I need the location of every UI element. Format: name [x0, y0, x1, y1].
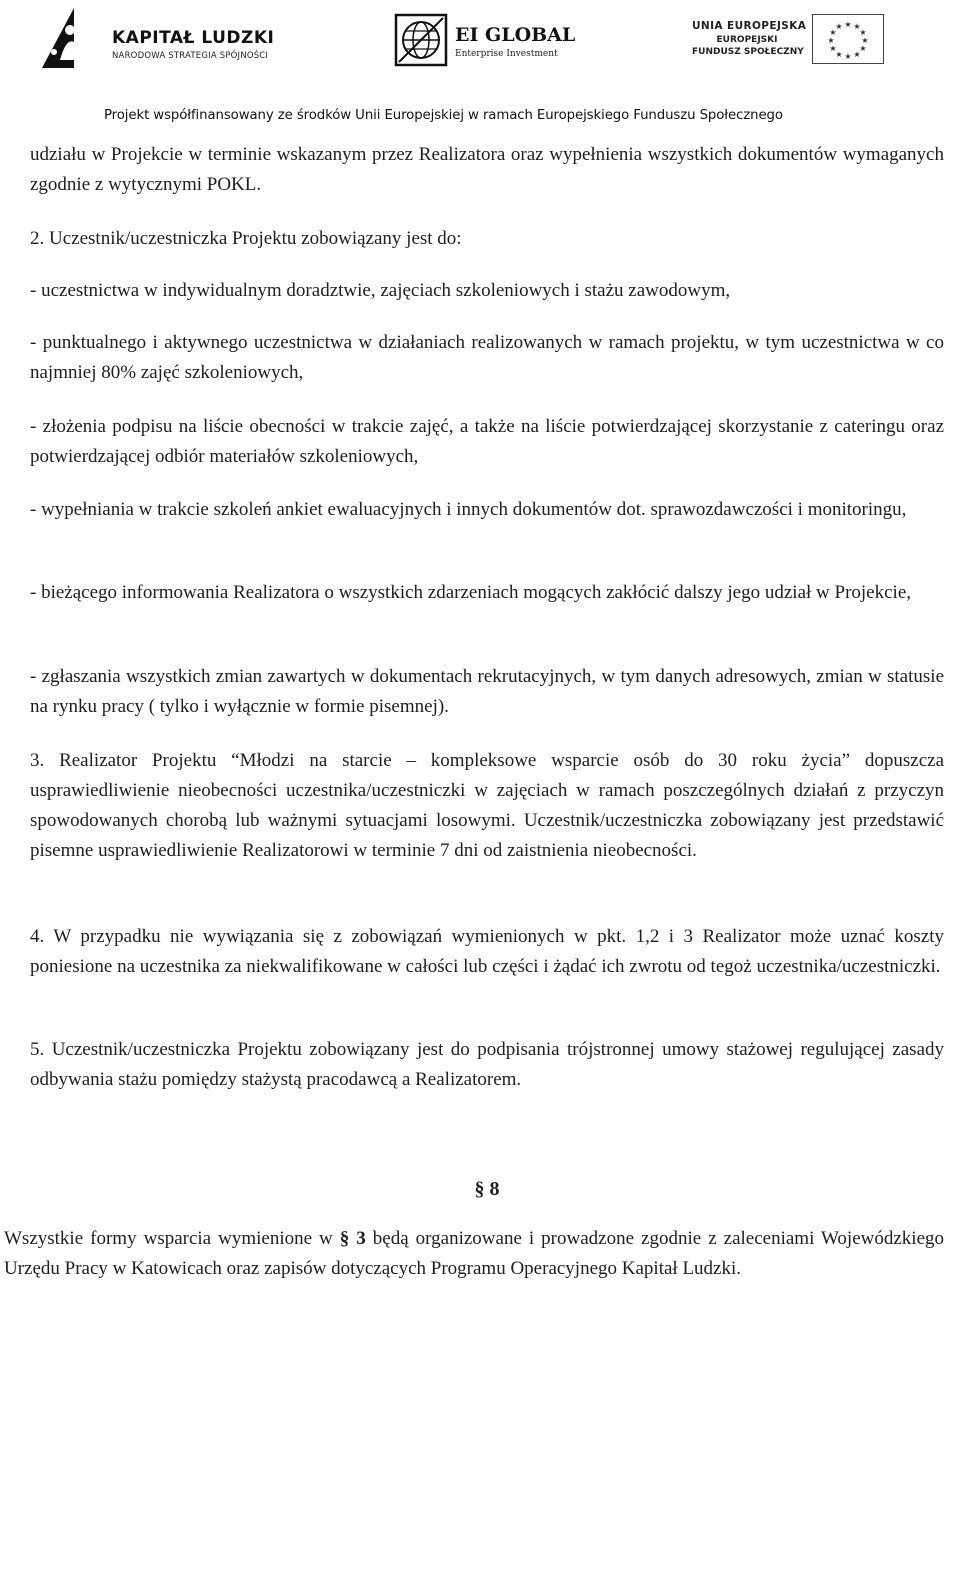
- svg-text:★: ★: [853, 22, 861, 31]
- paragraph-2-lead: 2. Uczestnik/uczestniczka Projektu zobowiązany jest do:: [30, 228, 462, 249]
- svg-text:★: ★: [835, 22, 843, 31]
- ei-global-logo: [393, 12, 593, 68]
- paragraph-3: 3. Realizator Projektu “Młodzi na starcie – kompleksowe wsparcie osób do 30 roku życia” dopuszcza usprawiedliwienie nieobecności uczestnika/uczestniczki w zajęciach w ramach poszczególnych działań z przyczyn spowodowanych chorobą lub ważnymi sytuacjami losowymi. Uczestnik/uczestniczka zobowiązany jest przedstawić pisemne usprawiedliwienie Realizatorowi w terminie 7 dni od zaistnienia nieobecności.: [30, 750, 944, 861]
- paragraph-final: [4, 1224, 944, 1284]
- list-item: - złożenia podpisu na liście obecności w trakcie zajęć, a także na liście potwierdzającej skorzystanie z cateringu oraz potwierdzającej odbiór materiałów szkoleniowych,: [30, 416, 944, 467]
- list-item: - uczestnictwa w indywidualnym doradztwie, zajęciach szkoleniowych i stażu zawodowym,: [30, 280, 731, 301]
- eu-logo: [692, 14, 932, 70]
- eu-fund-line1: EUROPEJSKI: [716, 35, 778, 45]
- section-heading: § 8: [474, 1178, 500, 1200]
- kapital-ludzki-logo: [40, 8, 275, 70]
- list-item: - wypełniania w trakcie szkoleń ankiet ewaluacyjnych i innych dokumentów dot. sprawozdawczości i monitoringu,: [30, 499, 907, 520]
- svg-text:★: ★: [835, 50, 843, 59]
- final-text-start: Wszystkie formy wsparcia wymienione w: [4, 1228, 340, 1249]
- ei-global-title: EI GLOBAL: [455, 24, 576, 46]
- svg-text:★: ★: [853, 50, 861, 59]
- list-item: - bieżącego informowania Realizatora o wszystkich zdarzeniach mogących zakłócić dalszy jego udział w Projekcie,: [30, 582, 912, 603]
- cofinancing-note: Projekt współfinansowany ze środków Unii Europejskiej w ramach Europejskiego Funduszu Społecznego: [104, 108, 783, 123]
- final-text-end: będą organizowane i prowadzone zgodnie z zaleceniami Wojewódzkiego Urzędu Pracy w Katowicach oraz zapisów dotyczących Programu Operacyjnego Kapitał Ludzki.: [4, 1228, 944, 1279]
- svg-text:★: ★: [829, 28, 837, 37]
- kapital-ludzki-subtitle: NARODOWA STRATEGIA SPÓJNOŚCI: [112, 51, 269, 61]
- kapital-ludzki-title: KAPITAŁ LUDZKI: [112, 28, 275, 48]
- eu-flag-icon: [812, 14, 884, 64]
- eu-title: UNIA EUROPEJSKA: [692, 20, 807, 32]
- svg-text:★: ★: [827, 36, 835, 45]
- svg-text:★: ★: [829, 44, 837, 53]
- list-item: - zgłaszania wszystkich zmian zawartych w dokumentach rekrutacyjnych, w tym danych adresowych, zmian w statusie na rynku pracy ( tylko i wyłącznie w formie pisemnej).: [30, 666, 944, 717]
- section-reference: § 3: [339, 1228, 366, 1249]
- globe-icon: [393, 12, 451, 68]
- kapital-ludzki-emblem-icon: [40, 8, 106, 70]
- list-item: - punktualnego i aktywnego uczestnictwa w działaniach realizowanych w ramach projektu, w tym uczestnictwa w co najmniej 80% zajęć szkoleniowych,: [30, 332, 944, 383]
- svg-text:★: ★: [844, 20, 852, 29]
- svg-text:★: ★: [859, 44, 867, 53]
- svg-text:★: ★: [861, 36, 869, 45]
- paragraph-4: 4. W przypadku nie wywiązania się z zobowiązań wymienionych w pkt. 1,2 i 3 Realizator może uznać koszty poniesione na uczestnika za niekwalifikowane w całości lub części i żądać ich zwrotu od tegoż uczestnika/uczestniczki.: [30, 926, 944, 977]
- svg-text:★: ★: [859, 28, 867, 37]
- paragraph-5: 5. Uczestnik/uczestniczka Projektu zobowiązany jest do podpisania trójstronnej umowy stażowej regulującej zasady odbywania stażu pomiędzy stażystą pracodawcą a Realizatorem.: [30, 1039, 944, 1090]
- paragraph-intro: udziału w Projekcie w terminie wskazanym przez Realizatora oraz wypełnienia wszystkich dokumentów wymaganych zgodnie z wytycznymi POKL.: [30, 144, 944, 195]
- svg-text:★: ★: [844, 52, 852, 61]
- page-header: [0, 0, 960, 130]
- ei-global-subtitle: Enterprise Investment: [455, 49, 558, 59]
- eu-fund-line2: FUNDUSZ SPOŁECZNY: [692, 47, 804, 57]
